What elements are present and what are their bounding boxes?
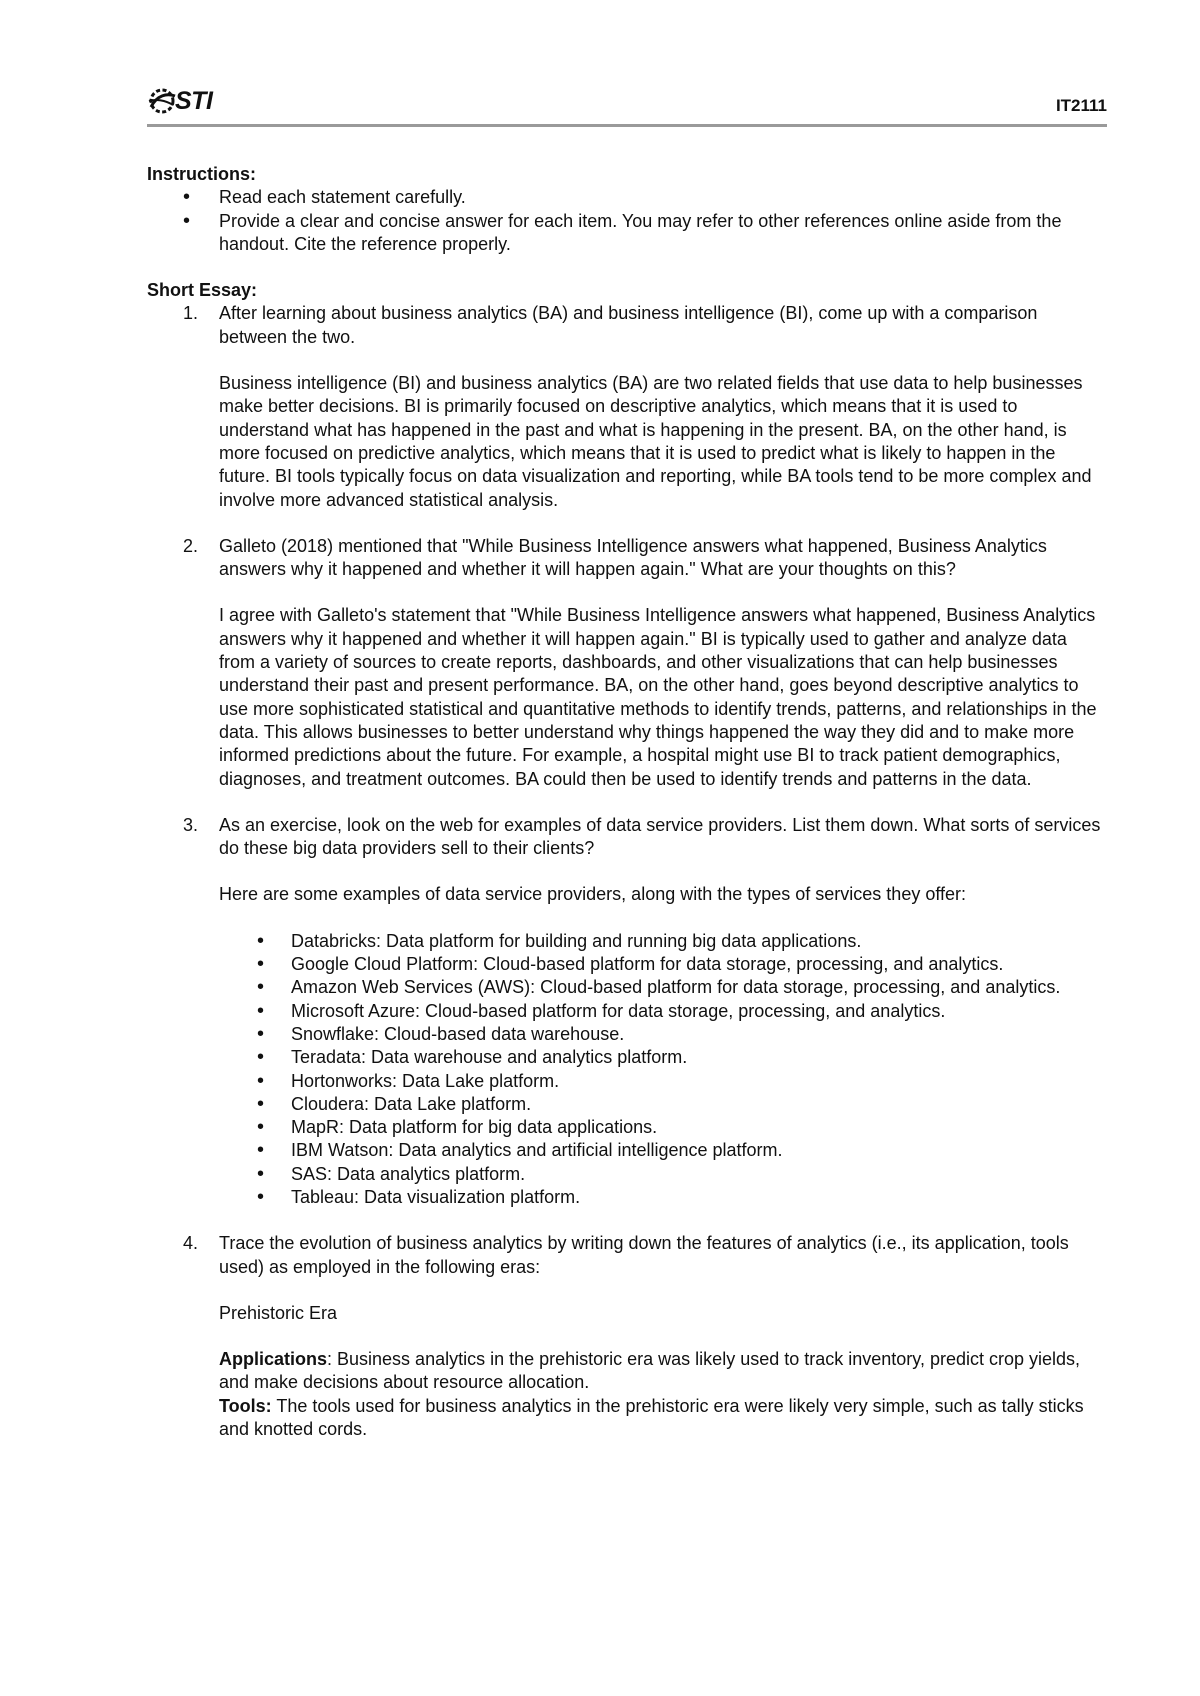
- question-item-2: [147, 535, 1107, 791]
- instructions-heading: Instructions:: [147, 164, 257, 184]
- list-item: • Read each statement carefully.: [147, 186, 1107, 209]
- applications-paragraph: [219, 1348, 1107, 1395]
- applications-label: Applications: [219, 1349, 328, 1370]
- list-item: • IBM Watson: Data analytics and artificial intelligence platform.: [219, 1139, 1107, 1162]
- list-item: • Snowflake: Cloud-based data warehouse.: [219, 1023, 1107, 1046]
- tools-label: Tools:: [219, 1395, 272, 1416]
- logo-text: STI: [175, 86, 213, 115]
- answer-text: Business intelligence (BI) and business analytics (BA) are two related fields that use data to help businesses make better decisions. BI is primarily focused on descriptive analytics, which means that it is used to understand what has happened in the past and what is happening in the present. BA, on the other hand, is more focused on predictive analytics, which means that it is used to predict what is likely to happen in the future. BI tools typically focus on data visualization and reporting, while BA tools tend to be more complex and involve more advanced statistical analysis.: [219, 373, 1092, 510]
- question-number: 4.: [183, 1233, 199, 1254]
- question-number: 3.: [183, 814, 199, 835]
- era-title: Prehistoric Era: [219, 1302, 338, 1323]
- question-text: Galleto (2018) mentioned that "While Business Intelligence answers what happened, Business Analytics answers why it happened and whether it will happen again." What are your thoughts on this?: [219, 535, 1047, 580]
- list-item: • Amazon Web Services (AWS): Cloud-based platform for data storage, processing, and analytics.: [219, 976, 1107, 999]
- list-item: • MapR: Data platform for big data applications.: [219, 1116, 1107, 1139]
- list-item: • Google Cloud Platform: Cloud-based platform for data storage, processing, and analytics.: [219, 953, 1107, 976]
- instructions-list: [147, 186, 1107, 256]
- page-header: [147, 82, 1107, 126]
- document-body: [147, 163, 1107, 1441]
- short-essay-heading: Short Essay:: [147, 280, 258, 301]
- question-text: After learning about business analytics (BA) and business intelligence (BI), come up with a comparison between the two.: [219, 303, 1038, 347]
- tools-paragraph: [219, 1395, 1107, 1442]
- applications-text: : Business analytics in the prehistoric era was likely used to track inventory, predict crop yields, and make decisions about resource allocation.: [219, 1349, 1081, 1393]
- header-divider: [147, 124, 1107, 127]
- sti-logo: [147, 86, 212, 116]
- question-number: 1.: [183, 303, 199, 324]
- question-text: As an exercise, look on the web for examples of data service providers. List them down. What sorts of services do these big data providers sell to their clients?: [219, 814, 1101, 859]
- provider-list: [219, 930, 1107, 1210]
- question-item-4: [147, 1232, 1107, 1441]
- list-item: • Databricks: Data platform for building and running big data applications.: [219, 930, 1107, 953]
- list-item: • Cloudera: Data Lake platform.: [219, 1093, 1107, 1116]
- course-code: IT2111: [1055, 96, 1107, 115]
- list-item: • SAS: Data analytics platform.: [219, 1163, 1107, 1186]
- list-item: • Hortonworks: Data Lake platform.: [219, 1070, 1107, 1093]
- question-text: Trace the evolution of business analytics by writing down the features of analytics (i.e., its application, tools used) as employed in the following eras:: [219, 1233, 1069, 1277]
- list-item: • Teradata: Data warehouse and analytics platform.: [219, 1046, 1107, 1069]
- question-item-1: [147, 302, 1107, 511]
- question-item-3: [147, 814, 1107, 1209]
- list-item: • Tableau: Data visualization platform.: [219, 1186, 1107, 1209]
- question-number: 2.: [183, 535, 199, 556]
- globe-swoosh-icon: [147, 87, 177, 115]
- answer-intro: Here are some examples of data service providers, along with the types of services they offer:: [219, 884, 967, 905]
- list-item: • Provide a clear and concise answer for each item. You may refer to other references online aside from the handout. Cite the reference properly.: [147, 210, 1107, 257]
- answer-text: I agree with Galleto's statement that "While Business Intelligence answers what happened, Business Analytics answers why it happened and whether it will happen again." BI is typically used to gather and analyze data from a variety of sources to create reports, dashboards, and other visualizations that can help businesses understand their past and present performance. BA, on the other hand, goes beyond descriptive analytics to use more sophisticated statistical and quantitative methods to identify trends, patterns, and relationships in the data. This allows businesses to better understand why things happened the way they did and to make more informed predictions about the future. For example, a hospital might use BI to track patient demographics, diagnoses, and treatment outcomes. BA could then be used to identify trends and patterns in the data.: [219, 605, 1097, 789]
- list-item: • Microsoft Azure: Cloud-based platform for data storage, processing, and analytics.: [219, 1000, 1107, 1023]
- essay-questions: [147, 302, 1107, 1441]
- tools-text: The tools used for business analytics in the prehistoric era were likely very simple, such as tally sticks and knotted cords.: [219, 1395, 1084, 1440]
